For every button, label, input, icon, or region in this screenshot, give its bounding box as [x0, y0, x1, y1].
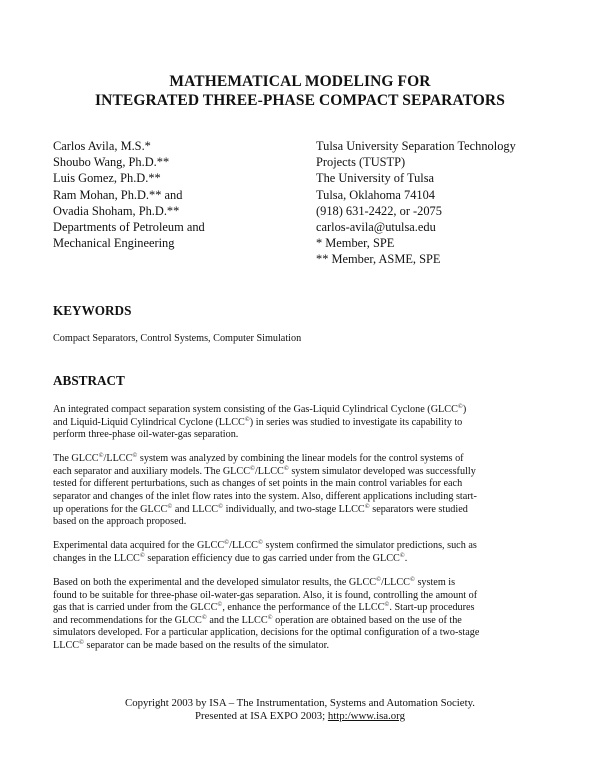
copyright-mark: ©	[139, 551, 145, 559]
author-line: Departments of Petroleum and	[53, 220, 205, 235]
copyright-mark: ©	[167, 502, 173, 510]
text-line: found to be suitable for three-phase oil-water-gas separation. Also, it is found, controlling the amount of	[53, 589, 478, 601]
copyright-mark: ©	[364, 502, 370, 510]
author-list	[53, 138, 205, 251]
text-line: Experimental data acquired for the GLCC©/LLCC© system confirmed the simulator predictions, such as	[53, 539, 477, 552]
copyright-mark: ©	[399, 551, 405, 559]
text-line: up operations for the GLCC© and LLCC© individually, and two-stage LLCC© separators were studied	[53, 502, 468, 515]
copyright-mark: ©	[250, 464, 255, 472]
text-line: and Liquid-Liquid Cylindrical Cyclone (LLCC©) in series was studied to investigate its capability to	[53, 415, 463, 428]
presented-text: Presented at ISA EXPO 2003;	[195, 710, 328, 723]
copyright-mark: ©	[384, 601, 390, 609]
presented-line	[0, 710, 600, 723]
keywords-heading: KEYWORDS	[53, 303, 132, 318]
affiliation-line: Tulsa University Separation Technology	[316, 139, 516, 153]
abstract-paragraph-1	[53, 404, 553, 442]
text-line: separator and changes of the inlet flow rates into the system. Also, different applications including start-	[53, 491, 477, 503]
text-line: The GLCC©/LLCC© system was analyzed by combining the linear models for the control systems of	[53, 452, 464, 465]
affiliation-line: The University of Tulsa	[316, 171, 435, 186]
copyright-mark: ©	[224, 539, 230, 547]
copyright-mark: ©	[218, 502, 224, 510]
copyright-mark: ©	[457, 403, 463, 410]
text-line: An integrated compact separation system consisting of the Gas-Liquid Cylindrical Cyclone (GLCC©)	[53, 403, 467, 415]
copyright-line: Copyright 2003 by ISA – The Instrumentation, Systems and Automation Society.	[125, 697, 475, 709]
affiliation-line: * Member, SPE	[316, 236, 395, 251]
copyright-mark: ©	[217, 601, 223, 609]
affiliation-line: Projects (TUSTP)	[316, 155, 406, 170]
affiliation-line: (918) 631-2422, or -2075	[316, 203, 442, 218]
text-line: LLCC© separator can be made based on the results of the simulator.	[53, 639, 329, 651]
author-line: Shoubo Wang, Ph.D.**	[53, 155, 170, 170]
copyright-mark: ©	[98, 452, 104, 460]
text-line: and recommendations for the GLCC© and the LLCC© operation are obtained based on the use of the	[53, 613, 462, 626]
copyright-mark: ©	[376, 576, 382, 584]
copyright-mark: ©	[132, 452, 138, 460]
affiliation-line: ** Member, ASME, SPE	[316, 252, 441, 267]
text-line: Based on both the experimental and the developed simulator results, the GLCC©/LLCC© system is	[53, 576, 456, 589]
text-line: gas that is carried under from the GLCC©, enhance the performance of the LLCC©. Start-up procedures	[53, 601, 475, 614]
isa-website-link[interactable]: http:/www.isa.org	[327, 710, 405, 723]
text-line: each separator and auxiliary models. The GLCC©/LLCC© system simulator developed was successfully	[53, 464, 476, 477]
text-line: based on the approach proposed.	[53, 516, 187, 528]
affiliation-line: Tulsa, Oklahoma 74104	[316, 187, 435, 202]
abstract-paragraph-2	[53, 453, 553, 529]
author-line: Ram Mohan, Ph.D.** and	[53, 187, 183, 202]
author-line: Ovadia Shoham, Ph.D.**	[53, 203, 180, 218]
abstract-heading: ABSTRACT	[53, 373, 125, 388]
title-line-2: INTEGRATED THREE-PHASE COMPACT SEPARATORS	[95, 92, 505, 109]
copyright-mark: ©	[257, 539, 263, 547]
author-line: Luis Gomez, Ph.D.**	[53, 171, 161, 186]
copyright-mark: ©	[244, 415, 250, 423]
email-address: carlos-avila@utulsa.edu	[316, 220, 436, 235]
abstract-body	[53, 404, 553, 664]
copyright-mark: ©	[79, 639, 84, 646]
text-line: simulators developed. For a particular application, decisions for the optimal configuration of a two-stage	[53, 627, 480, 639]
title-line-1: MATHEMATICAL MODELING FOR	[169, 73, 431, 90]
copyright-mark: ©	[409, 576, 415, 584]
paper-title	[0, 72, 600, 110]
keywords-text: Compact Separators, Control Systems, Computer Simulation	[53, 333, 302, 344]
copyright-footer	[0, 697, 600, 723]
text-line: changes in the LLCC© separation efficiency due to gas carried under from the GLCC©.	[53, 551, 408, 564]
abstract-paragraph-4	[53, 577, 553, 653]
text-line: tested for different perturbations, such as changes of set points in the main control variables for each	[53, 478, 463, 490]
copyright-mark: ©	[267, 613, 273, 621]
author-line: Carlos Avila, M.S.*	[53, 139, 151, 153]
author-line: Mechanical Engineering	[53, 236, 175, 251]
copyright-mark: ©	[283, 464, 289, 472]
affiliation-block	[316, 138, 516, 268]
text-line: perform three-phase oil-water-gas separation.	[53, 429, 239, 441]
copyright-mark: ©	[201, 613, 207, 621]
abstract-paragraph-3	[53, 540, 553, 565]
